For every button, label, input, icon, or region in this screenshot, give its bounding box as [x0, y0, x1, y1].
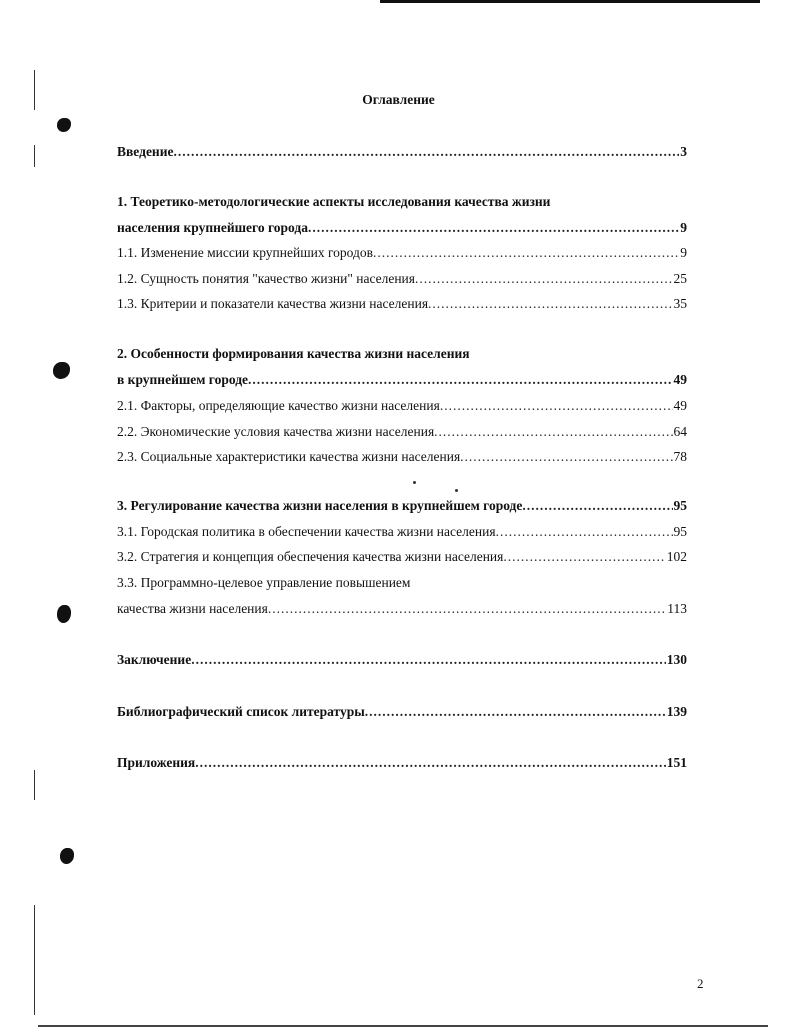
toc-entry: 3. Регулирование качества жизни населения в крупнейшем городе ..... 95: [117, 498, 687, 518]
toc-entry: Введение ..... 3: [117, 144, 687, 164]
scan-bottom-edge: [38, 1025, 768, 1027]
scan-speck: [413, 481, 416, 484]
toc-entry: 2.1. Факторы, определяющие качество жизни населения ..... 49: [117, 398, 687, 418]
punch-hole-mark: [60, 848, 74, 864]
toc-entry: 1.1. Изменение миссии крупнейших городов ..... 9: [117, 245, 687, 265]
toc-entry: 1.2. Сущность понятия "качество жизни" населения ..... 25: [117, 271, 687, 291]
scan-margin-mark: [34, 770, 35, 800]
punch-hole-mark: [57, 118, 71, 132]
scan-speck: [455, 489, 458, 492]
toc-entry: 3.2. Стратегия и концепция обеспечения качества жизни населения ..... 102: [117, 549, 687, 569]
toc-title: Оглавление: [362, 92, 435, 107]
toc-entry: качества жизни населения ..... 113: [117, 601, 687, 621]
toc-entry: Библиографический список литературы ..... 139: [117, 704, 687, 724]
toc-entry: 3.1. Городская политика в обеспечении качества жизни населения ..... 95: [117, 524, 687, 544]
scan-margin-mark: [34, 145, 35, 167]
toc-entry: населения крупнейшего города ..... 9: [117, 220, 687, 240]
toc-entry: в крупнейшем городе ..... 49: [117, 372, 687, 392]
punch-hole-mark: [57, 605, 71, 623]
toc-entry: 2.2. Экономические условия качества жизни населения ..... 64: [117, 424, 687, 444]
toc-entry: Заключение ..... 130: [117, 652, 687, 672]
scan-top-edge: [380, 0, 760, 3]
page-number: 2: [697, 976, 704, 991]
toc-chapter-heading: 1. Теоретико-методологические аспекты исследования качества жизни: [117, 194, 551, 209]
toc-entry: 2.3. Социальные характеристики качества жизни населения ..... 78: [117, 449, 687, 469]
toc-entry: Приложения ..... 151: [117, 755, 687, 775]
toc-entry-first-line: 3.3. Программно-целевое управление повышением: [117, 575, 411, 590]
toc-chapter-heading: 2. Особенности формирования качества жизни населения: [117, 346, 470, 361]
scan-margin-mark: [34, 905, 35, 1015]
toc-entry: 1.3. Критерии и показатели качества жизни населения ..... 35: [117, 296, 687, 316]
punch-hole-mark: [53, 362, 70, 379]
